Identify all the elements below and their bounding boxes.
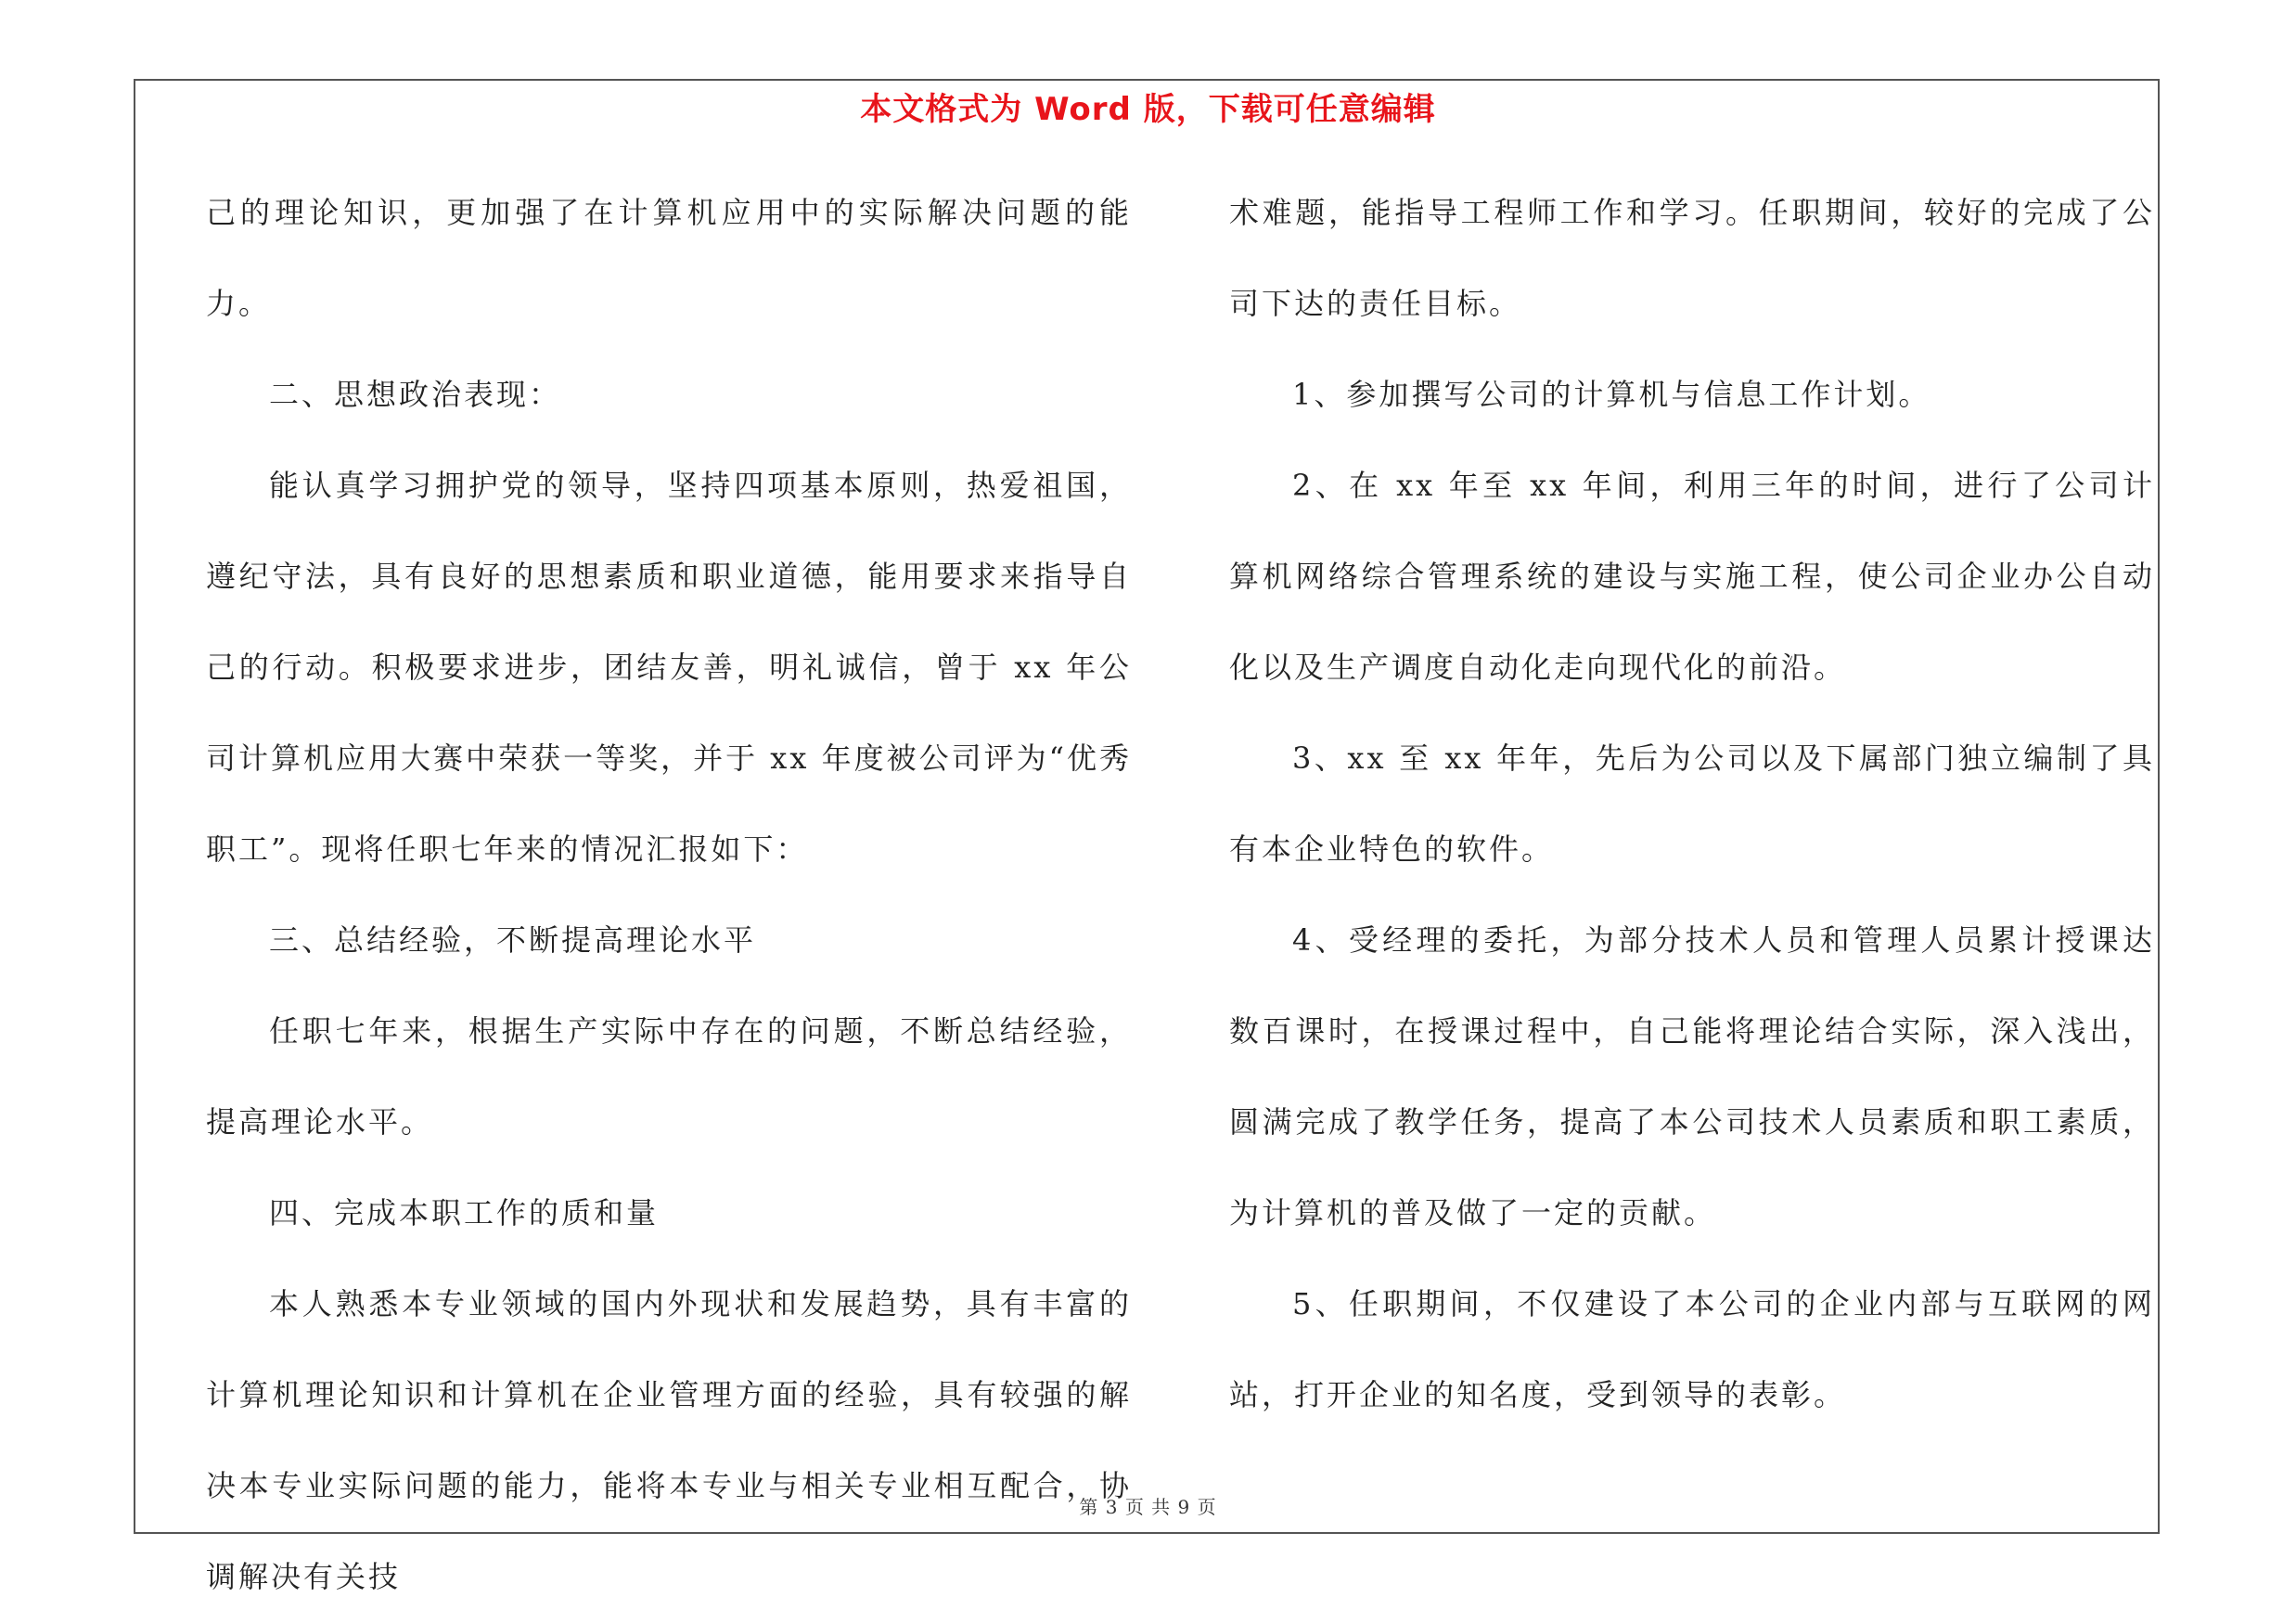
right-paragraph-3: 2、在 xx 年至 xx 年间，利用三年的时间，进行了公司计算机网络综合管理系统的建设与实施工程，使公司企业办公自动化以及生产调度自动化走向现代化的前沿。 xyxy=(1229,468,2155,685)
right-column xyxy=(1229,167,2155,1440)
left-column xyxy=(206,167,1132,1622)
left-paragraph-3: 能认真学习拥护党的领导，坚持四项基本原则，热爱祖国，遵纪守法，具有良好的思想素质和职业道德，能用要求来指导自己的行动。积极要求进步，团结友善，明礼诚信，曾于 xx 年公司计算机应用大赛中荣获一等奖，并于 xx 年度被公司评为“优秀职工”。现将任职七年来的情况汇报如下： xyxy=(206,468,1132,867)
word-format-banner: 本文格式为 Word 版，下载可任意编辑 xyxy=(860,91,1436,128)
right-paragraph-2: 1、参加撰写公司的计算机与信息工作计划。 xyxy=(1292,377,1931,412)
left-paragraph-2: 二、思想政治表现： xyxy=(269,377,562,412)
right-paragraph-5: 4、受经理的委托，为部分技术人员和管理人员累计授课达数百课时，在授课过程中，自己能将理论结合实际，深入浅出，圆满完成了教学任务，提高了本公司技术人员素质和职工素质，为计算机的普及做了一定的贡献。 xyxy=(1229,922,2155,1230)
right-paragraph-4: 3、xx 至 xx 年年，先后为公司以及下属部门独立编制了具有本企业特色的软件。 xyxy=(1229,741,2155,867)
left-paragraph-1: 己的理论知识，更加强了在计算机应用中的实际解决问题的能力。 xyxy=(206,195,1132,321)
right-paragraph-6: 5、任职期间，不仅建设了本公司的企业内部与互联网的网站，打开企业的知名度，受到领导的表彰。 xyxy=(1229,1286,2155,1412)
left-paragraph-4: 三、总结经验，不断提高理论水平 xyxy=(269,922,757,958)
left-paragraph-6: 四、完成本职工作的质和量 xyxy=(269,1195,660,1230)
right-paragraph-1: 术难题，能指导工程师工作和学习。任职期间，较好的完成了公司下达的责任目标。 xyxy=(1229,195,2155,321)
left-paragraph-7: 本人熟悉本专业领域的国内外现状和发展趋势，具有丰富的计算机理论知识和计算机在企业管理方面的经验，具有较强的解决本专业实际问题的能力，能将本专业与相关专业相互配合，协调解决有关技 xyxy=(206,1286,1132,1594)
page-number-footer: 第 3 页 共 9 页 xyxy=(1079,1496,1217,1518)
left-paragraph-5: 任职七年来，根据生产实际中存在的问题，不断总结经验，提高理论水平。 xyxy=(206,1013,1132,1140)
